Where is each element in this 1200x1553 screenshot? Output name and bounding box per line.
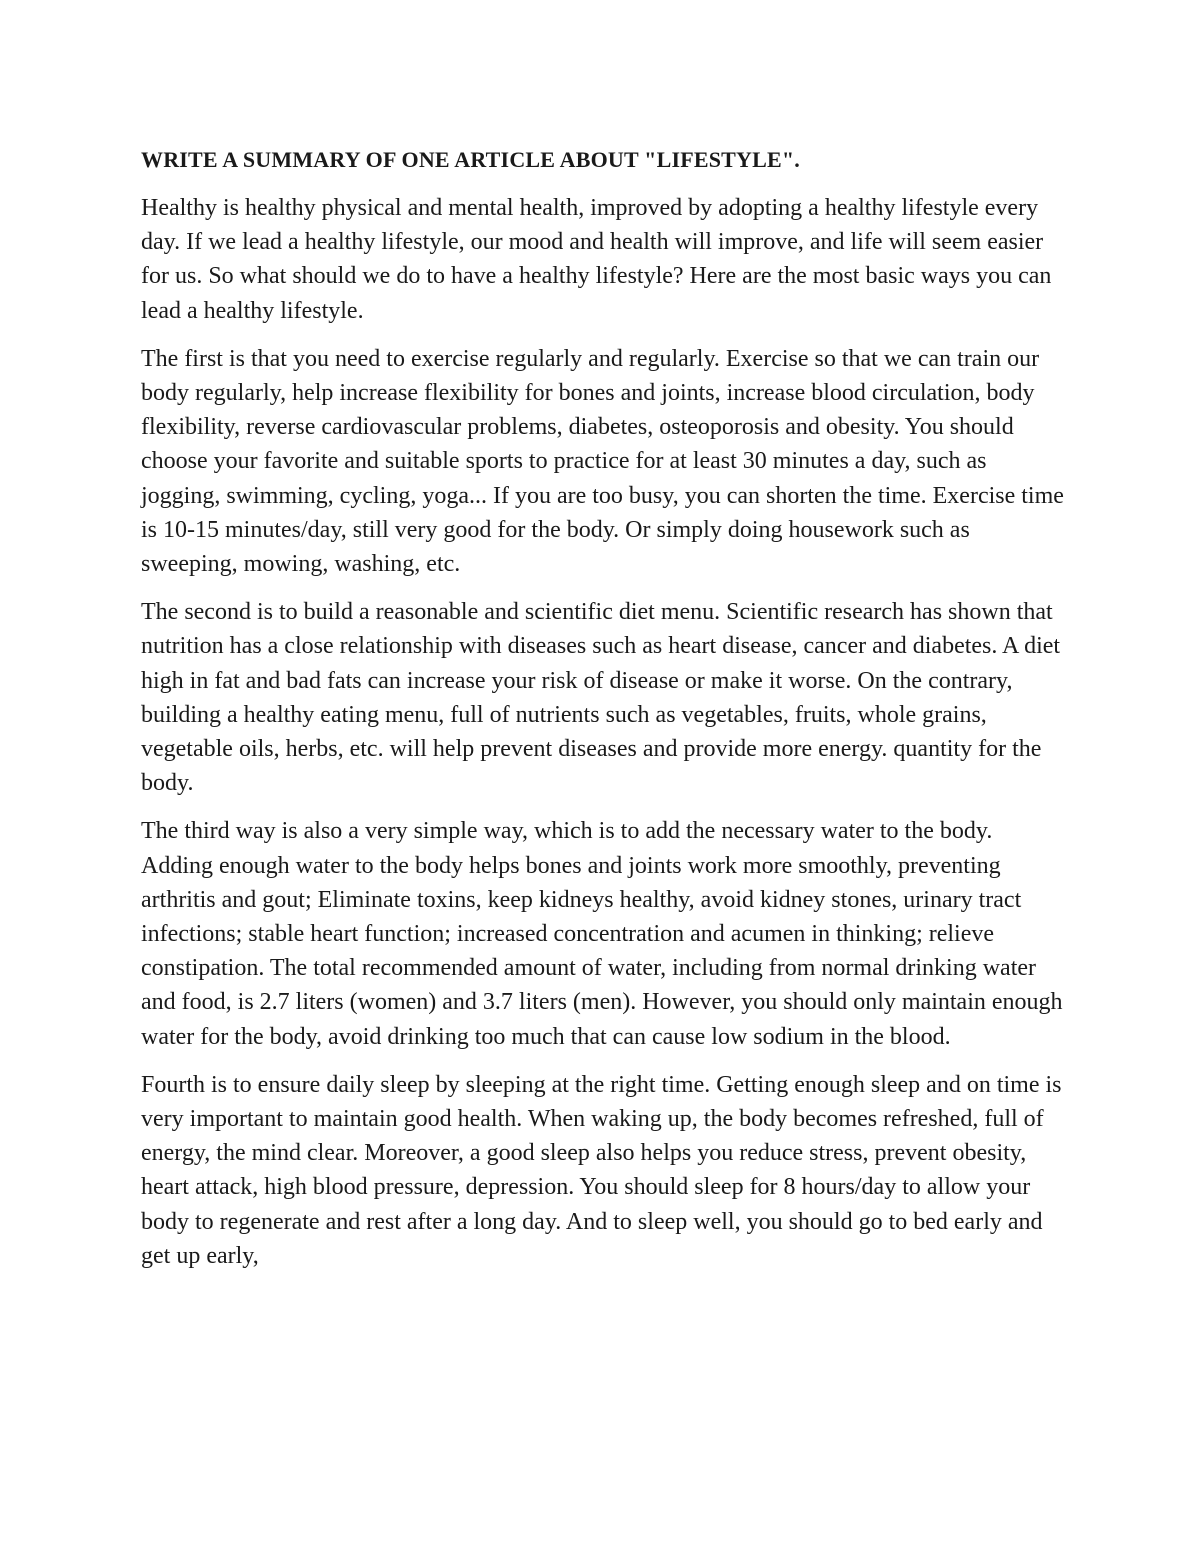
paragraph-water: The third way is also a very simple way, which is to add the necessary water to the body. Adding enough water to the body helps bones and joints work more smoothly, preventing arthritis and gout; Eliminate toxins, keep kidneys healthy, avoid kidney stones, urinary tract infections; stable heart function; increased concentration and acumen in thinking; relieve constipation. The total recommended amount of water, including from normal drinking water and food, is 2.7 liters (women) and 3.7 liters (men). However, you should only maintain enough water for the body, avoid drinking too much that can cause low sodium in the blood. — [141, 818, 1063, 1050]
document-title: WRITE A SUMMARY OF ONE ARTICLE ABOUT "LIFESTYLE". — [141, 147, 800, 172]
paragraph-sleep: Fourth is to ensure daily sleep by sleeping at the right time. Getting enough sleep and on time is very important to maintain good health. When waking up, the body becomes refreshed, full of energy, the mind clear. Moreover, a good sleep also helps you reduce stress, prevent obesity, heart attack, high blood pressure, depression. You should sleep for 8 hours/day to allow your body to regenerate and rest after a long day. And to sleep well, you should go to bed early and get up early, — [141, 1071, 1062, 1269]
document-body — [141, 143, 1066, 1287]
paragraph-diet: The second is to build a reasonable and scientific diet menu. Scientific research has shown that nutrition has a close relationship with diseases such as heart disease, cancer and diabetes. A diet high in fat and bad fats can increase your risk of disease or make it worse. On the contrary, building a healthy eating menu, full of nutrients such as vegetables, fruits, whole grains, vegetable oils, herbs, etc. will help prevent diseases and provide more energy. quantity for the body. — [141, 599, 1061, 797]
paragraph-exercise: The first is that you need to exercise regularly and regularly. Exercise so that we can train our body regularly, help increase flexibility for bones and joints, increase blood circulation, body flexibility, reverse cardiovascular problems, diabetes, osteoporosis and obesity. You should choose your favorite and suitable sports to practice for at least 30 minutes a day, such as jogging, swimming, cycling, yoga... If you are too busy, you can shorten the time. Exercise time is 10-15 minutes/day, still very good for the body. Or simply doing housework such as sweeping, mowing, washing, etc. — [141, 345, 1064, 578]
paragraph-intro: Healthy is healthy physical and mental health, improved by adopting a healthy lifestyle every day. If we lead a healthy lifestyle, our mood and health will improve, and life will seem easier for us. So what should we do to have a healthy lifestyle? Here are the most basic ways you can lead a healthy lifestyle. — [141, 195, 1052, 324]
